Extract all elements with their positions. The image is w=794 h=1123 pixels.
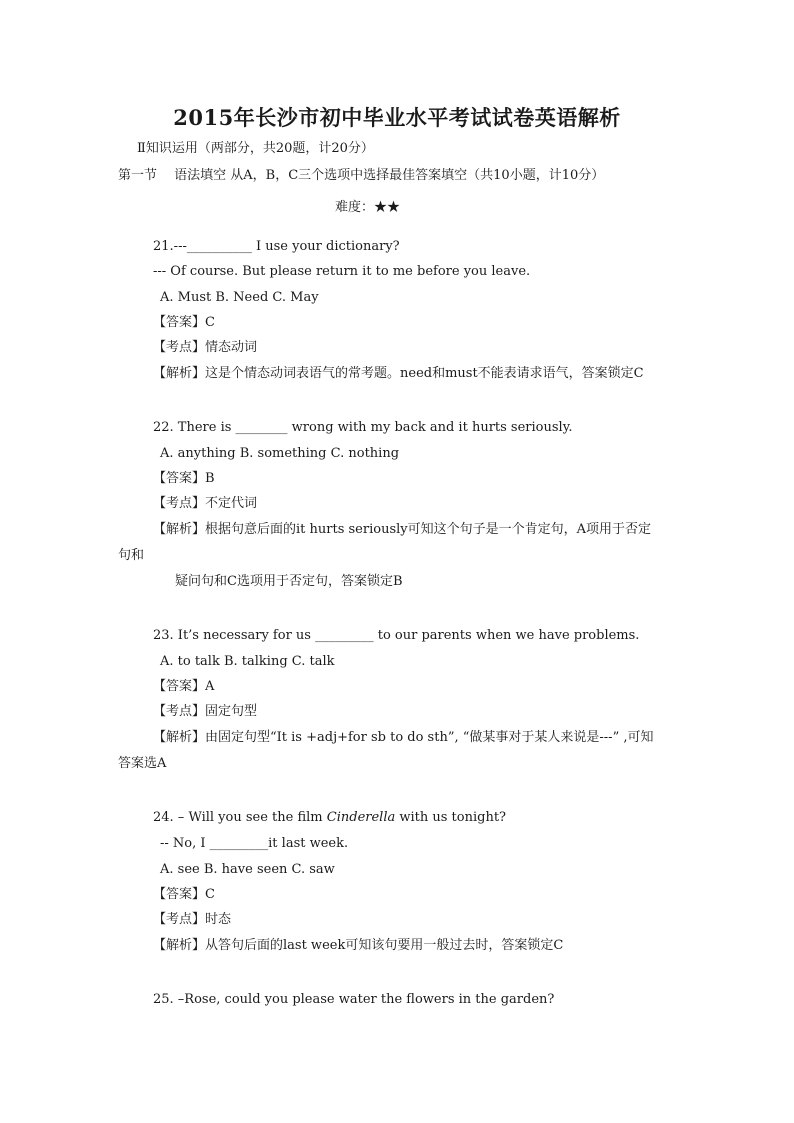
film-title: Cinderella	[326, 810, 396, 825]
question-22-analysis-line3: 疑问句和C选项用于否定句，答案锁定B	[175, 574, 403, 589]
question-21-options: A. Must B. Need C. May	[160, 290, 319, 305]
section-heading: Ⅱ知识运用（两部分，共20题，计20分）	[137, 141, 374, 156]
question-22-stem: 22. There is ________ wrong with my back and it hurts seriously.	[153, 420, 573, 435]
question-24-options: A. see B. have seen C. saw	[160, 862, 335, 877]
question-21-stem: 21.---__________ I use your dictionary?	[153, 239, 400, 254]
question-23-point: 【考点】固定句型	[153, 704, 258, 719]
question-25-stem: 25. –Rose, could you please water the flowers in the garden?	[153, 992, 555, 1007]
question-24-stem-start: 24. – Will you see the film	[153, 810, 327, 825]
question-21-response: --- Of course. But please return it to me before you leave.	[153, 264, 531, 279]
question-22-analysis-line1: 【解析】根据句意后面的it hurts seriously可知这个句子是一个肯定句，A项用于否定	[153, 522, 651, 537]
question-22-answer: 【答案】B	[153, 471, 215, 486]
question-24-response: -- No, I _________it last week.	[160, 836, 349, 851]
question-21-point: 【考点】情态动词	[153, 340, 258, 355]
section-instructions: 第一节 语法填空 从A，B，C三个选项中选择最佳答案填空（共10小题，计10分）	[118, 168, 605, 183]
difficulty-rating: 难度：★★	[335, 200, 401, 215]
question-22-analysis-line2: 句和	[118, 548, 145, 563]
question-23-analysis-line2: 答案选A	[118, 756, 167, 771]
document-title: 2015年长沙市初中毕业水平考试试卷英语解析	[173, 105, 621, 130]
question-23-answer: 【答案】A	[153, 679, 215, 694]
question-24-stem	[153, 809, 506, 827]
question-23-analysis-line1: 【解析】由固定句型“It is +adj+for sb to do sth”, “做某事对于某人来说是---” ,可知	[153, 730, 654, 745]
question-22-point: 【考点】不定代词	[153, 496, 258, 511]
question-22-options: A. anything B. something C. nothing	[160, 446, 400, 461]
question-24-analysis: 【解析】从答句后面的last week可知该句要用一般过去时，答案锁定C	[153, 938, 564, 953]
question-24-stem-end: with us tonight?	[395, 810, 507, 825]
question-21-answer: 【答案】C	[153, 315, 215, 330]
question-23-options: A. to talk B. talking C. talk	[160, 654, 335, 669]
question-21-analysis: 【解析】这是个情态动词表语气的常考题。need和must不能表请求语气，答案锁定C	[153, 366, 644, 381]
question-24-point: 【考点】时态	[153, 912, 232, 927]
question-23-stem: 23. It’s necessary for us _________ to our parents when we have problems.	[153, 628, 640, 643]
question-24-answer: 【答案】C	[153, 887, 215, 902]
